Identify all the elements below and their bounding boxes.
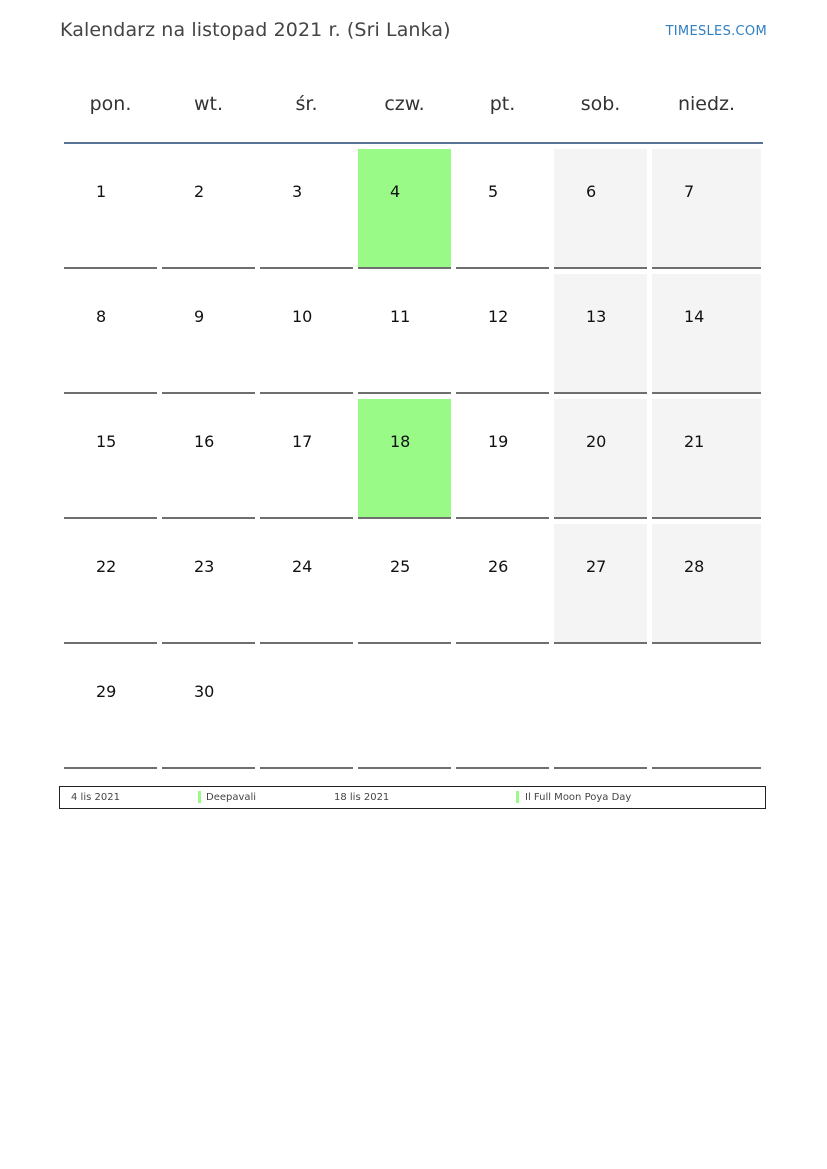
day-number: 12	[488, 307, 509, 326]
day-number: 1	[96, 182, 107, 201]
day-cell[interactable]	[260, 399, 353, 519]
day-cell[interactable]	[64, 399, 157, 519]
day-cell[interactable]	[162, 399, 255, 519]
week-row	[64, 524, 763, 644]
day-number: 9	[194, 307, 205, 326]
day-number: 13	[586, 307, 607, 326]
day-cell-holiday[interactable]	[358, 149, 451, 269]
day-number: 26	[488, 557, 509, 576]
day-cell-empty	[260, 649, 353, 769]
weekday-thu: czw.	[384, 93, 425, 115]
day-number: 2	[194, 182, 205, 201]
day-number: 23	[194, 557, 215, 576]
day-cell[interactable]	[260, 274, 353, 394]
page-title: Kalendarz na listopad 2021 r. (Sri Lanka)	[60, 19, 451, 41]
week-row	[64, 649, 763, 769]
day-number: 11	[390, 307, 411, 326]
day-number: 4	[390, 182, 401, 201]
day-number: 15	[96, 432, 117, 451]
weekday-mon: pon.	[89, 93, 132, 115]
day-number: 16	[194, 432, 215, 451]
day-cell[interactable]	[64, 149, 157, 269]
weekday-sun: niedz.	[677, 93, 736, 115]
day-cell-holiday[interactable]	[358, 399, 451, 519]
legend-date: 18 lis 2021	[334, 792, 390, 803]
week-row	[64, 274, 763, 394]
day-cell[interactable]	[358, 524, 451, 644]
day-cell[interactable]	[162, 274, 255, 394]
legend-holiday-name: Deepavali	[206, 792, 257, 803]
day-cell[interactable]	[64, 274, 157, 394]
brand-link[interactable]: TIMESLES.COM	[665, 24, 767, 39]
day-cell-weekend[interactable]	[652, 399, 761, 519]
day-number: 14	[684, 307, 705, 326]
weekday-wed: śr.	[295, 93, 318, 115]
weekday-fri: pt.	[489, 93, 516, 115]
holiday-legend	[59, 786, 766, 809]
day-number: 22	[96, 557, 117, 576]
day-cell-empty	[652, 649, 761, 769]
day-number: 5	[488, 182, 499, 201]
day-cell[interactable]	[162, 149, 255, 269]
day-number: 19	[488, 432, 509, 451]
day-number: 7	[684, 182, 695, 201]
day-number: 27	[586, 557, 607, 576]
weekday-sat: sob.	[580, 93, 621, 115]
day-cell-weekend[interactable]	[554, 399, 647, 519]
day-number: 6	[586, 182, 597, 201]
weeks-grid	[64, 144, 763, 769]
day-cell[interactable]	[456, 149, 549, 269]
day-cell-weekend[interactable]	[652, 274, 761, 394]
day-cell[interactable]	[162, 649, 255, 769]
day-number: 3	[292, 182, 303, 201]
day-number: 25	[390, 557, 411, 576]
weekday-tue: wt.	[193, 93, 224, 115]
day-cell-weekend[interactable]	[652, 149, 761, 269]
day-cell-weekend[interactable]	[554, 274, 647, 394]
day-cell[interactable]	[358, 274, 451, 394]
day-cell-weekend[interactable]	[554, 149, 647, 269]
day-number: 24	[292, 557, 313, 576]
day-number: 8	[96, 307, 107, 326]
day-number: 21	[684, 432, 705, 451]
holiday-color-marker	[516, 791, 519, 803]
day-cell[interactable]	[162, 524, 255, 644]
holiday-color-marker	[198, 791, 201, 803]
day-number: 30	[194, 682, 215, 701]
day-cell-weekend[interactable]	[652, 524, 761, 644]
day-cell-empty	[456, 649, 549, 769]
day-number: 18	[390, 432, 411, 451]
day-cell[interactable]	[64, 649, 157, 769]
day-cell[interactable]	[456, 274, 549, 394]
day-number: 10	[292, 307, 313, 326]
day-cell-empty	[358, 649, 451, 769]
day-cell-empty	[554, 649, 647, 769]
week-row	[64, 399, 763, 519]
day-number: 20	[586, 432, 607, 451]
weekday-header-row	[64, 78, 763, 144]
day-cell[interactable]	[456, 399, 549, 519]
day-cell-weekend[interactable]	[554, 524, 647, 644]
week-row	[64, 149, 763, 269]
legend-holiday-name: Il Full Moon Poya Day	[525, 792, 632, 803]
legend-date: 4 lis 2021	[71, 792, 120, 803]
day-number: 17	[292, 432, 313, 451]
day-cell[interactable]	[260, 149, 353, 269]
day-number: 28	[684, 557, 705, 576]
day-cell[interactable]	[64, 524, 157, 644]
day-cell[interactable]	[456, 524, 549, 644]
day-number: 29	[96, 682, 117, 701]
month-calendar	[64, 78, 763, 774]
day-cell[interactable]	[260, 524, 353, 644]
